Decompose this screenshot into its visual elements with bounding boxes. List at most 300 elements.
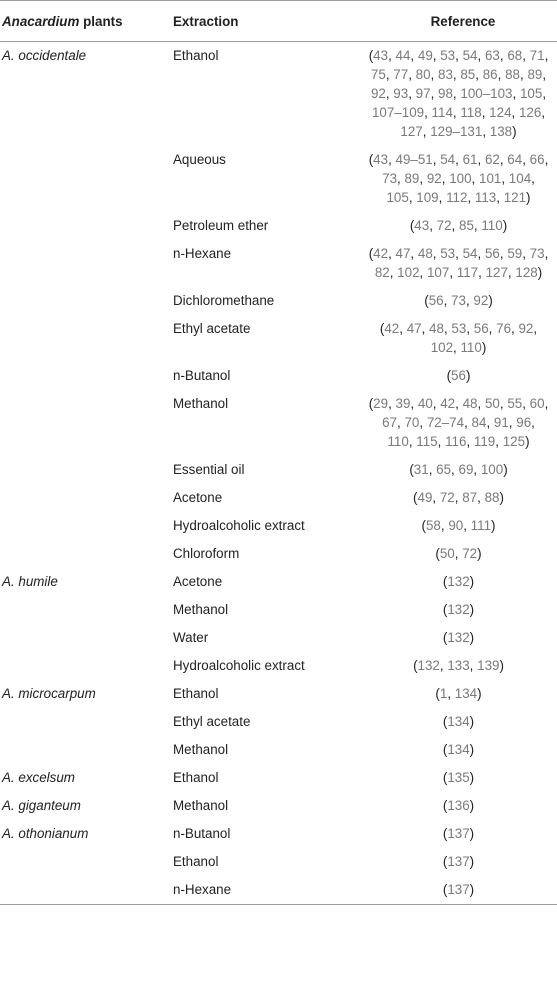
reference-link[interactable]: 31 xyxy=(413,462,429,477)
table-row xyxy=(0,876,557,905)
reference-cell xyxy=(359,42,557,147)
reference-link[interactable]: 66 xyxy=(529,152,545,167)
reference-link[interactable]: 85 xyxy=(459,218,474,233)
reference-link[interactable]: 73 xyxy=(529,246,545,261)
reference-link[interactable]: 29 xyxy=(373,396,389,411)
reference-separator: , xyxy=(469,658,478,673)
reference-separator: , xyxy=(453,340,461,355)
reference-open-paren: ( xyxy=(442,742,448,757)
reference-separator: , xyxy=(451,462,459,477)
reference-separator: , xyxy=(385,86,394,101)
table-row xyxy=(0,390,557,456)
plant-cell xyxy=(0,287,168,315)
reference-link[interactable]: 88 xyxy=(484,490,500,505)
reference-cell xyxy=(359,315,557,362)
reference-separator: , xyxy=(481,105,490,120)
reference-link[interactable]: 48 xyxy=(417,246,433,261)
reference-cell xyxy=(359,624,557,652)
reference-separator: , xyxy=(441,171,450,186)
reference-link[interactable]: 126 xyxy=(518,105,542,120)
reference-link[interactable]: 65 xyxy=(436,462,452,477)
reference-cell xyxy=(359,212,557,240)
reference-close-paren: ) xyxy=(525,434,530,449)
reference-open-paren: ( xyxy=(446,368,452,383)
reference-link[interactable]: 76 xyxy=(496,321,512,336)
table-row xyxy=(0,736,557,764)
reference-link[interactable]: 68 xyxy=(507,48,523,63)
reference-close-paren: ) xyxy=(512,124,517,139)
extraction-cell: Petroleum ether xyxy=(173,218,269,233)
reference-close-paren: ) xyxy=(526,190,531,205)
table-row xyxy=(0,764,557,792)
reference-link[interactable]: 84 xyxy=(471,415,487,430)
reference-link[interactable]: 92 xyxy=(370,86,386,101)
reference-link[interactable]: 50 xyxy=(484,396,500,411)
reference-open-paren: ( xyxy=(435,546,440,561)
reference-separator: , xyxy=(466,434,474,449)
header-reference: Reference xyxy=(359,1,557,42)
reference-link[interactable]: 111 xyxy=(470,518,492,533)
reference-link[interactable]: 137 xyxy=(447,826,470,841)
reference-link[interactable]: 61 xyxy=(462,152,478,167)
reference-link[interactable]: 97 xyxy=(415,86,431,101)
table-row xyxy=(0,42,557,147)
reference-separator: , xyxy=(440,518,449,533)
reference-link[interactable]: 75 xyxy=(370,67,386,82)
reference-separator: , xyxy=(499,48,508,63)
reference-close-paren: ) xyxy=(503,462,508,477)
reference-separator: , xyxy=(511,321,519,336)
reference-separator: , xyxy=(437,434,446,449)
reference-link[interactable]: 73 xyxy=(451,293,466,308)
reference-cell xyxy=(359,240,557,287)
reference-separator: , xyxy=(507,265,516,280)
reference-link[interactable]: 72–74 xyxy=(426,415,465,430)
reference-link[interactable]: 134 xyxy=(447,714,470,729)
plant-cell: A. humile xyxy=(2,574,58,589)
reference-separator: , xyxy=(522,48,530,63)
reference-separator: , xyxy=(512,86,520,101)
reference-link[interactable]: 100 xyxy=(449,171,472,186)
reference-link[interactable]: 101 xyxy=(479,171,502,186)
plant-cell xyxy=(0,484,168,512)
reference-separator: , xyxy=(466,321,474,336)
table-row xyxy=(0,146,557,212)
reference-separator: , xyxy=(455,152,463,167)
reference-separator: , xyxy=(408,434,417,449)
table-row xyxy=(0,540,557,568)
reference-link[interactable]: 59 xyxy=(507,246,523,261)
plant-cell xyxy=(0,240,168,287)
reference-link[interactable]: 132 xyxy=(447,630,470,645)
reference-open-paren: ( xyxy=(442,602,448,617)
reference-link[interactable]: 118 xyxy=(460,105,482,120)
table-row xyxy=(0,240,557,287)
reference-link[interactable]: 115 xyxy=(416,434,438,449)
reference-link[interactable]: 125 xyxy=(502,434,526,449)
table-row xyxy=(0,287,557,315)
reference-separator: , xyxy=(455,48,463,63)
reference-close-paren: ) xyxy=(465,368,471,383)
reference-separator: , xyxy=(463,518,471,533)
reference-link[interactable]: 62 xyxy=(484,152,500,167)
reference-link[interactable]: 139 xyxy=(477,658,500,673)
reference-link[interactable]: 92 xyxy=(426,171,442,186)
reference-open-paren: ( xyxy=(413,490,418,505)
reference-link[interactable]: 133 xyxy=(447,658,470,673)
table-row xyxy=(0,652,557,680)
reference-open-paren: ( xyxy=(368,246,374,261)
reference-close-paren: ) xyxy=(469,742,475,757)
reference-separator: , xyxy=(541,105,546,120)
reference-separator: , xyxy=(452,105,461,120)
plant-cell: A. excelsum xyxy=(2,770,75,785)
reference-separator: , xyxy=(454,490,463,505)
reference-link[interactable]: 56 xyxy=(473,321,489,336)
reference-separator: , xyxy=(455,396,463,411)
reference-link[interactable]: 53 xyxy=(440,246,456,261)
reference-close-paren: ) xyxy=(537,265,543,280)
reference-link[interactable]: 110 xyxy=(481,218,503,233)
reference-link[interactable]: 43 xyxy=(373,48,389,63)
reference-link[interactable]: 136 xyxy=(447,798,470,813)
header-extraction: Extraction xyxy=(168,1,359,42)
table-row xyxy=(0,484,557,512)
reference-link[interactable]: 69 xyxy=(458,462,474,477)
reference-separator: , xyxy=(389,265,398,280)
reference-separator: , xyxy=(499,152,508,167)
plant-cell xyxy=(0,848,168,876)
reference-link[interactable]: 113 xyxy=(474,190,497,205)
plant-cell xyxy=(0,146,168,212)
reference-separator: , xyxy=(477,48,485,63)
extraction-cell: Ethanol xyxy=(173,770,219,785)
reference-link[interactable]: 39 xyxy=(395,396,411,411)
reference-cell xyxy=(359,362,557,390)
reference-link[interactable]: 89 xyxy=(527,67,543,82)
reference-link[interactable]: 54 xyxy=(462,48,478,63)
reference-cell xyxy=(359,652,557,680)
reference-link[interactable]: 129–131 xyxy=(430,124,483,139)
extraction-cell: Acetone xyxy=(173,490,223,505)
plant-cell xyxy=(0,652,168,680)
reference-link[interactable]: 48 xyxy=(429,321,444,336)
reference-link[interactable]: 49 xyxy=(417,490,433,505)
reference-cell xyxy=(359,484,557,512)
reference-link[interactable]: 42 xyxy=(384,321,400,336)
reference-link[interactable]: 56 xyxy=(451,368,466,383)
reference-separator: , xyxy=(419,171,427,186)
reference-link[interactable]: 47 xyxy=(406,321,422,336)
reference-link[interactable]: 72 xyxy=(462,546,478,561)
reference-link[interactable]: 135 xyxy=(447,770,470,785)
reference-link[interactable]: 107–109 xyxy=(371,105,425,120)
table-row xyxy=(0,512,557,540)
reference-link[interactable]: 77 xyxy=(393,67,409,82)
table-row xyxy=(0,568,557,596)
table-row xyxy=(0,820,557,848)
reference-open-paren: ( xyxy=(442,770,448,785)
reference-open-paren: ( xyxy=(442,798,448,813)
extraction-cell: Methanol xyxy=(173,742,229,757)
reference-separator: , xyxy=(443,321,452,336)
reference-link[interactable]: 127 xyxy=(400,124,423,139)
reference-cell xyxy=(359,512,557,540)
reference-close-paren: ) xyxy=(469,854,475,869)
reference-separator: , xyxy=(388,246,396,261)
reference-link[interactable]: 105 xyxy=(386,190,409,205)
reference-separator: , xyxy=(449,265,457,280)
reference-link[interactable]: 112 xyxy=(446,190,468,205)
reference-link[interactable]: 86 xyxy=(482,67,498,82)
reference-link[interactable]: 114 xyxy=(431,105,453,120)
reference-separator: , xyxy=(542,67,547,82)
reference-link[interactable]: 134 xyxy=(454,686,478,701)
plant-cell xyxy=(0,456,168,484)
reference-separator: , xyxy=(522,396,530,411)
reference-link[interactable]: 43 xyxy=(373,152,389,167)
reference-link[interactable]: 92 xyxy=(473,293,489,308)
reference-separator: , xyxy=(432,490,440,505)
reference-separator: , xyxy=(522,152,530,167)
reference-link[interactable]: 48 xyxy=(462,396,478,411)
reference-open-paren: ( xyxy=(442,826,448,841)
reference-link[interactable]: 47 xyxy=(395,246,411,261)
reference-open-paren: ( xyxy=(442,714,448,729)
reference-separator: , xyxy=(544,152,549,167)
reference-separator: , xyxy=(495,434,503,449)
reference-separator: , xyxy=(428,462,437,477)
reference-separator: , xyxy=(424,105,432,120)
reference-separator: , xyxy=(508,415,517,430)
reference-cell xyxy=(359,540,557,568)
reference-cell xyxy=(359,287,557,315)
reference-link[interactable]: 121 xyxy=(503,190,527,205)
reference-separator: , xyxy=(439,658,448,673)
reference-separator: , xyxy=(443,293,452,308)
reference-separator: , xyxy=(455,246,463,261)
reference-link[interactable]: 85 xyxy=(460,67,476,82)
reference-separator: , xyxy=(388,396,396,411)
reference-link[interactable]: 127 xyxy=(485,265,508,280)
reference-open-paren: ( xyxy=(368,396,374,411)
reference-close-paren: ) xyxy=(469,770,475,785)
reference-link[interactable]: 104 xyxy=(508,171,532,186)
reference-link[interactable]: 132 xyxy=(447,602,470,617)
extraction-cell: n-Hexane xyxy=(173,246,232,261)
reference-link[interactable]: 42 xyxy=(440,396,456,411)
reference-link[interactable]: 105 xyxy=(519,86,543,101)
extraction-cell: Ethyl acetate xyxy=(173,321,251,336)
extraction-cell: Essential oil xyxy=(173,462,245,477)
reference-separator: , xyxy=(473,462,481,477)
reference-link[interactable]: 54 xyxy=(440,152,456,167)
reference-separator: , xyxy=(432,152,441,167)
reference-separator: , xyxy=(408,190,417,205)
reference-open-paren: ( xyxy=(379,321,385,336)
reference-link[interactable]: 100 xyxy=(480,462,504,477)
reference-link[interactable]: 87 xyxy=(462,490,478,505)
reference-link[interactable]: 63 xyxy=(484,48,500,63)
reference-link[interactable]: 132 xyxy=(417,658,440,673)
reference-separator: , xyxy=(464,415,472,430)
reference-separator: , xyxy=(408,86,416,101)
reference-separator: , xyxy=(477,152,485,167)
reference-link[interactable]: 67 xyxy=(382,415,398,430)
reference-link[interactable]: 137 xyxy=(447,882,470,897)
reference-separator: , xyxy=(473,218,482,233)
reference-separator: , xyxy=(432,246,441,261)
reference-cell xyxy=(359,568,557,596)
reference-link[interactable]: 53 xyxy=(451,321,467,336)
reference-open-paren: ( xyxy=(424,293,429,308)
reference-link[interactable]: 134 xyxy=(447,742,470,757)
reference-open-paren: ( xyxy=(421,518,426,533)
extraction-cell: Ethanol xyxy=(173,48,219,63)
reference-link[interactable]: 100–103 xyxy=(460,86,513,101)
extraction-cell: Ethanol xyxy=(173,686,219,701)
reference-link[interactable]: 119 xyxy=(473,434,496,449)
reference-link[interactable]: 55 xyxy=(507,396,523,411)
reference-link[interactable]: 110 xyxy=(460,340,482,355)
reference-link[interactable]: 124 xyxy=(489,105,512,120)
reference-link[interactable]: 42 xyxy=(373,246,389,261)
reference-open-paren: ( xyxy=(442,854,448,869)
reference-open-paren: ( xyxy=(368,152,374,167)
reference-link[interactable]: 96 xyxy=(516,415,532,430)
reference-link[interactable]: 70 xyxy=(404,415,420,430)
extraction-cell: Ethyl acetate xyxy=(173,714,251,729)
reference-link[interactable]: 50 xyxy=(439,546,455,561)
reference-separator: , xyxy=(422,124,431,139)
reference-link[interactable]: 117 xyxy=(456,265,479,280)
reference-separator: , xyxy=(531,415,535,430)
plant-cell xyxy=(0,736,168,764)
reference-link[interactable]: 72 xyxy=(439,490,455,505)
reference-link[interactable]: 83 xyxy=(438,67,453,82)
reference-close-paren: ) xyxy=(469,574,475,589)
reference-separator: , xyxy=(475,67,483,82)
reference-separator: , xyxy=(511,105,519,120)
plant-cell xyxy=(0,596,168,624)
reference-link[interactable]: 60 xyxy=(529,396,545,411)
reference-link[interactable]: 116 xyxy=(445,434,467,449)
reference-link[interactable]: 80 xyxy=(415,67,431,82)
reference-link[interactable]: 88 xyxy=(505,67,520,82)
reference-open-paren: ( xyxy=(409,218,415,233)
reference-separator: , xyxy=(432,48,441,63)
reference-separator: , xyxy=(497,67,506,82)
reference-link[interactable]: 54 xyxy=(462,246,478,261)
reference-link[interactable]: 73 xyxy=(382,171,398,186)
reference-link[interactable]: 53 xyxy=(440,48,456,63)
reference-link[interactable]: 91 xyxy=(493,415,509,430)
extraction-cell: n-Hexane xyxy=(168,876,359,905)
reference-separator: , xyxy=(531,171,535,186)
reference-separator: , xyxy=(533,321,538,336)
reference-link[interactable]: 49–51 xyxy=(395,152,433,167)
reference-link[interactable]: 1 xyxy=(439,686,448,701)
reference-link[interactable]: 72 xyxy=(436,218,452,233)
header-plants-genus: Anacardium xyxy=(2,13,80,29)
reference-separator: , xyxy=(385,67,394,82)
reference-link[interactable]: 71 xyxy=(529,48,545,63)
reference-link[interactable]: 40 xyxy=(417,396,433,411)
table-row xyxy=(0,315,557,362)
reference-link[interactable]: 102 xyxy=(430,340,454,355)
table-row xyxy=(0,212,557,240)
reference-open-paren: ( xyxy=(409,462,414,477)
reference-close-paren: ) xyxy=(469,714,475,729)
reference-link[interactable]: 89 xyxy=(404,171,420,186)
reference-link[interactable]: 137 xyxy=(447,854,470,869)
table-body xyxy=(0,42,557,905)
plant-cell: A. microcarpum xyxy=(2,686,96,701)
reference-separator: , xyxy=(388,152,396,167)
reference-link[interactable]: 93 xyxy=(393,86,409,101)
reference-link[interactable]: 58 xyxy=(425,518,441,533)
extraction-cell: n-Butanol xyxy=(173,368,231,383)
reference-link[interactable]: 132 xyxy=(447,574,470,589)
reference-link[interactable]: 109 xyxy=(416,190,439,205)
reference-separator: , xyxy=(429,218,437,233)
reference-open-paren: ( xyxy=(442,630,448,645)
reference-link[interactable]: 98 xyxy=(438,86,453,101)
table-row xyxy=(0,848,557,876)
reference-link[interactable]: 64 xyxy=(507,152,523,167)
reference-link[interactable]: 128 xyxy=(515,265,538,280)
reference-separator: , xyxy=(488,321,497,336)
reference-cell xyxy=(359,680,557,708)
plant-cell xyxy=(0,362,168,390)
reference-separator: , xyxy=(465,293,474,308)
reference-open-paren: ( xyxy=(413,658,418,673)
plant-cell: A. giganteum xyxy=(2,798,81,813)
reference-close-paren: ) xyxy=(488,293,493,308)
reference-link[interactable]: 138 xyxy=(489,124,513,139)
reference-separator: , xyxy=(452,86,461,101)
reference-link[interactable]: 90 xyxy=(448,518,464,533)
reference-cell xyxy=(359,848,557,876)
reference-link[interactable]: 107 xyxy=(426,265,450,280)
reference-link[interactable]: 82 xyxy=(374,265,390,280)
reference-link[interactable]: 44 xyxy=(395,48,411,63)
reference-link[interactable]: 110 xyxy=(387,434,409,449)
plant-cell: A. occidentale xyxy=(2,48,87,63)
extraction-cell: Ethanol xyxy=(173,854,219,869)
reference-close-paren: ) xyxy=(469,602,475,617)
reference-separator: , xyxy=(482,124,490,139)
reference-separator: , xyxy=(438,190,447,205)
reference-separator: , xyxy=(499,246,508,261)
reference-link[interactable]: 43 xyxy=(414,218,430,233)
reference-link[interactable]: 92 xyxy=(518,321,534,336)
reference-link[interactable]: 56 xyxy=(484,246,500,261)
reference-separator: , xyxy=(477,490,485,505)
plant-cell xyxy=(0,315,168,362)
reference-link[interactable]: 56 xyxy=(428,293,444,308)
reference-separator: , xyxy=(454,546,463,561)
reference-separator: , xyxy=(451,218,459,233)
header-row xyxy=(0,1,557,42)
reference-close-paren: ) xyxy=(469,826,475,841)
reference-separator: , xyxy=(471,171,479,186)
reference-link[interactable]: 49 xyxy=(417,48,433,63)
reference-close-paren: ) xyxy=(481,340,487,355)
reference-cell xyxy=(359,146,557,212)
reference-link[interactable]: 102 xyxy=(397,265,420,280)
reference-cell xyxy=(359,764,557,792)
